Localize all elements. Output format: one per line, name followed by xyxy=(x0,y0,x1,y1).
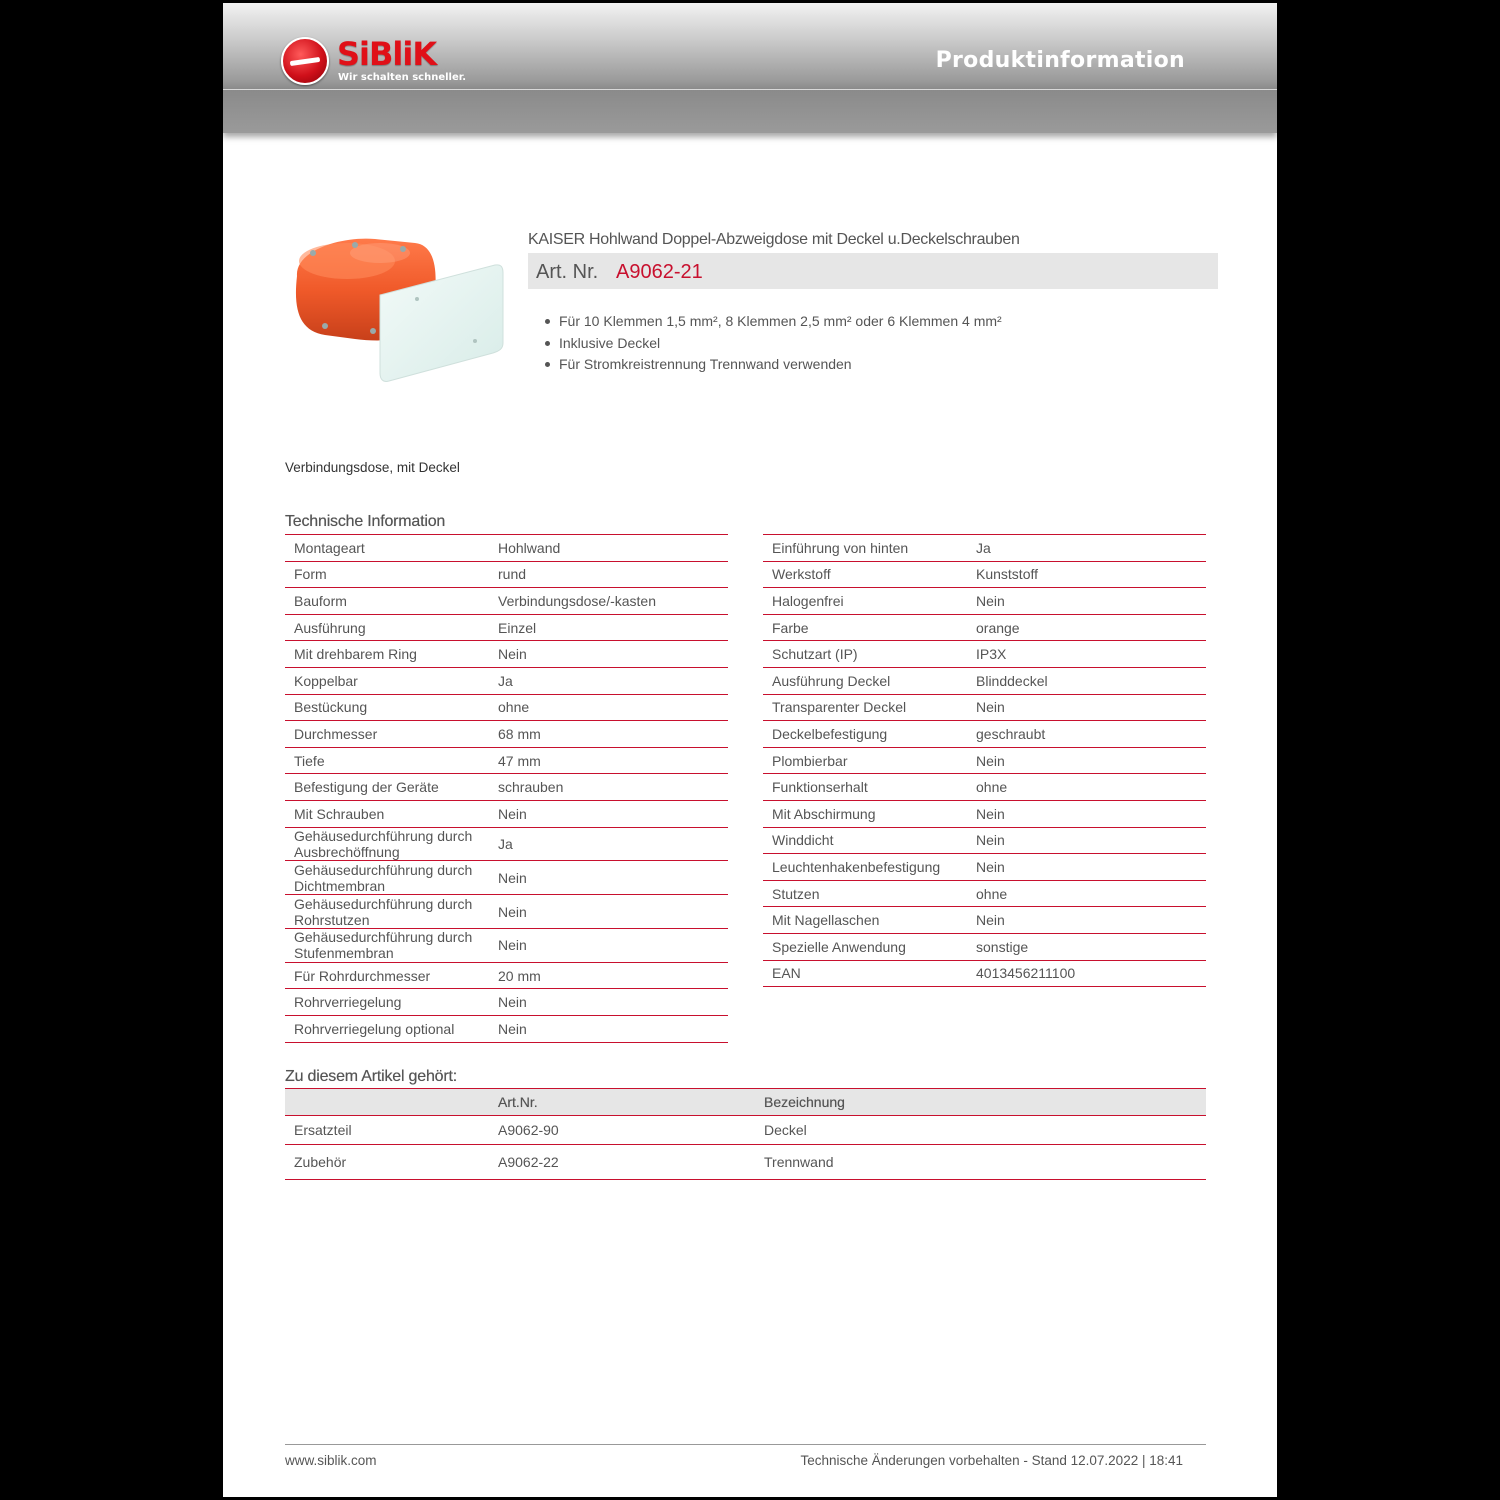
spec-key: Tiefe xyxy=(294,752,325,769)
spec-row xyxy=(285,989,728,1016)
spec-row xyxy=(285,774,728,801)
spec-key: Gehäusedurchführung durch Dichtmembran xyxy=(294,861,473,894)
spec-row xyxy=(285,615,728,642)
spec-value: Nein xyxy=(976,912,1005,929)
spec-key: Mit Nagellaschen xyxy=(772,912,880,929)
spec-row xyxy=(763,562,1206,589)
spec-row xyxy=(763,774,1206,801)
associated-items-heading: Zu diesem Artikel gehört: xyxy=(285,1068,457,1085)
spec-value: ohne xyxy=(976,885,1008,902)
product-sheet-page xyxy=(220,0,1280,1500)
table-row xyxy=(285,1116,1206,1145)
spec-key: Durchmesser xyxy=(294,725,378,742)
footer-note: Technische Änderungen vorbehalten - Stand 12.07.2022 | 18:41 xyxy=(800,1453,1183,1468)
spec-value: Blinddeckel xyxy=(976,672,1048,689)
spec-value: Nein xyxy=(498,937,527,954)
spec-row xyxy=(763,695,1206,722)
spec-value: schrauben xyxy=(498,779,564,796)
footer-website-link[interactable]: www.siblik.com xyxy=(285,1453,377,1468)
spec-row xyxy=(763,854,1206,881)
spec-value: Nein xyxy=(498,646,527,663)
logo-slogan: Wir schalten schneller. xyxy=(338,72,467,83)
spec-row xyxy=(763,641,1206,668)
footer-divider xyxy=(285,1444,1206,1445)
spec-row xyxy=(763,615,1206,642)
spec-key: Spezielle Anwendung xyxy=(772,938,906,955)
spec-value: 68 mm xyxy=(498,725,541,742)
spec-value: 47 mm xyxy=(498,752,541,769)
product-image xyxy=(285,231,505,386)
column-header-artnr: Art.Nr. xyxy=(498,1094,538,1110)
spec-value: IP3X xyxy=(976,646,1007,663)
spec-value: Nein xyxy=(976,699,1005,716)
spec-key: Mit drehbarem Ring xyxy=(294,646,417,663)
spec-row xyxy=(285,828,728,862)
spec-key: Gehäusedurchführung durch Stufenmembran xyxy=(294,929,473,962)
relation-type: Zubehör xyxy=(294,1154,347,1170)
spec-key: Gehäusedurchführung durch Ausbrechöffnung xyxy=(294,827,473,860)
spec-value: Ja xyxy=(976,539,991,556)
related-artnr[interactable]: A9062-90 xyxy=(498,1122,559,1138)
spec-row xyxy=(763,535,1206,562)
spec-value: Nein xyxy=(498,805,527,822)
spec-value: Einzel xyxy=(498,619,537,636)
header-title: Produktinformation xyxy=(935,48,1185,73)
spec-value: Nein xyxy=(498,903,527,920)
spec-key: Für Rohrdurchmesser xyxy=(294,967,431,984)
spec-value: Nein xyxy=(976,832,1005,849)
spec-row xyxy=(285,963,728,990)
spec-key: Leuchtenhakenbefestigung xyxy=(772,858,941,875)
relation-type: Ersatzteil xyxy=(294,1122,352,1138)
spec-row xyxy=(763,828,1206,855)
spec-value: 20 mm xyxy=(498,967,541,984)
spec-value: Ja xyxy=(498,672,513,689)
spec-value: rund xyxy=(498,566,527,583)
spec-value: orange xyxy=(976,619,1020,636)
spec-row xyxy=(763,801,1206,828)
spec-key: Farbe xyxy=(772,619,809,636)
spec-row xyxy=(285,748,728,775)
related-name: Deckel xyxy=(764,1122,807,1138)
spec-row xyxy=(763,721,1206,748)
spec-row xyxy=(763,668,1206,695)
header-band xyxy=(223,3,1277,133)
spec-value: Ja xyxy=(498,835,513,852)
spec-row xyxy=(285,562,728,589)
spec-row xyxy=(763,907,1206,934)
product-title: KAISER Hohlwand Doppel-Abzweigdose mit Deckel u.Deckelschrauben xyxy=(528,231,1020,248)
spec-table-right xyxy=(763,534,1206,987)
spec-key: Form xyxy=(294,566,327,583)
spec-row xyxy=(763,588,1206,615)
spec-row xyxy=(763,961,1206,988)
table-row xyxy=(285,1145,1206,1180)
spec-row xyxy=(763,881,1206,908)
spec-value: Nein xyxy=(498,994,527,1011)
logo-emblem-icon xyxy=(281,37,329,85)
associated-items-table xyxy=(285,1088,1206,1180)
spec-value: Hohlwand xyxy=(498,539,561,556)
header-divider xyxy=(223,89,1277,90)
spec-row xyxy=(763,934,1206,961)
logo-wordmark: SiBliK xyxy=(337,35,437,73)
spec-value: Kunststoff xyxy=(976,566,1039,583)
spec-key: Koppelbar xyxy=(294,672,358,689)
spec-key: Schutzart (IP) xyxy=(772,646,858,663)
spec-value: Nein xyxy=(976,592,1005,609)
column-header-bezeichnung: Bezeichnung xyxy=(764,1094,845,1110)
spec-key: Mit Schrauben xyxy=(294,805,385,822)
spec-key: Plombierbar xyxy=(772,752,848,769)
spec-key: Bauform xyxy=(294,592,347,609)
spec-row xyxy=(285,641,728,668)
feature-list xyxy=(543,311,1002,376)
spec-row xyxy=(763,748,1206,775)
spec-key: Montageart xyxy=(294,539,365,556)
spec-value: Nein xyxy=(976,752,1005,769)
spec-key: Ausführung Deckel xyxy=(772,672,891,689)
tech-info-heading: Technische Information xyxy=(285,513,446,530)
spec-row xyxy=(285,861,728,895)
spec-row xyxy=(285,895,728,929)
spec-key: Bestückung xyxy=(294,699,368,716)
spec-value: sonstige xyxy=(976,938,1029,955)
spec-row xyxy=(285,535,728,562)
spec-key: Gehäusedurchführung durch Rohrstutzen xyxy=(294,895,473,928)
spec-value: ohne xyxy=(976,779,1008,796)
product-category: Verbindungsdose, mit Deckel xyxy=(285,460,460,475)
spec-key: Rohrverriegelung optional xyxy=(294,1020,455,1037)
spec-key: Werkstoff xyxy=(772,566,831,583)
spec-value: Nein xyxy=(498,1020,527,1037)
spec-table-left xyxy=(285,534,728,1043)
spec-key: Mit Abschirmung xyxy=(772,805,876,822)
article-number-label: Art. Nr. xyxy=(536,261,599,283)
feature-item: Für Stromkreistrennung Trennwand verwenden xyxy=(543,354,1002,376)
spec-row xyxy=(285,801,728,828)
spec-key: Einführung von hinten xyxy=(772,539,909,556)
spec-key: Halogenfrei xyxy=(772,592,844,609)
spec-key: Befestigung der Geräte xyxy=(294,779,439,796)
spec-key: EAN xyxy=(772,965,801,982)
spec-row xyxy=(285,929,728,963)
spec-value: Nein xyxy=(976,805,1005,822)
feature-item: Inklusive Deckel xyxy=(543,333,1002,355)
spec-row xyxy=(285,588,728,615)
related-name: Trennwand xyxy=(764,1154,834,1170)
spec-key: Stutzen xyxy=(772,885,820,902)
spec-row xyxy=(285,1016,728,1043)
spec-key: Rohrverriegelung xyxy=(294,994,402,1011)
article-number-bar xyxy=(528,253,1218,289)
spec-key: Transparenter Deckel xyxy=(772,699,907,716)
siblik-logo xyxy=(281,37,471,87)
table-header-row xyxy=(285,1089,1206,1116)
spec-value: Nein xyxy=(976,858,1005,875)
spec-row xyxy=(285,721,728,748)
spec-key: Deckelbefestigung xyxy=(772,725,888,742)
feature-item: Für 10 Klemmen 1,5 mm², 8 Klemmen 2,5 mm² oder 6 Klemmen 4 mm² xyxy=(543,311,1002,333)
spec-key: Ausführung xyxy=(294,619,366,636)
related-artnr[interactable]: A9062-22 xyxy=(498,1154,559,1170)
spec-value: Nein xyxy=(498,869,527,886)
spec-key: Winddicht xyxy=(772,832,834,849)
spec-row xyxy=(285,668,728,695)
spec-row xyxy=(285,695,728,722)
spec-value: Verbindungsdose/-kasten xyxy=(498,592,656,609)
spec-value: 4013456211100 xyxy=(976,965,1076,982)
spec-value: geschraubt xyxy=(976,725,1046,742)
spec-key: Funktionserhalt xyxy=(772,779,868,796)
article-number: A9062-21 xyxy=(616,261,703,283)
spec-value: ohne xyxy=(498,699,530,716)
